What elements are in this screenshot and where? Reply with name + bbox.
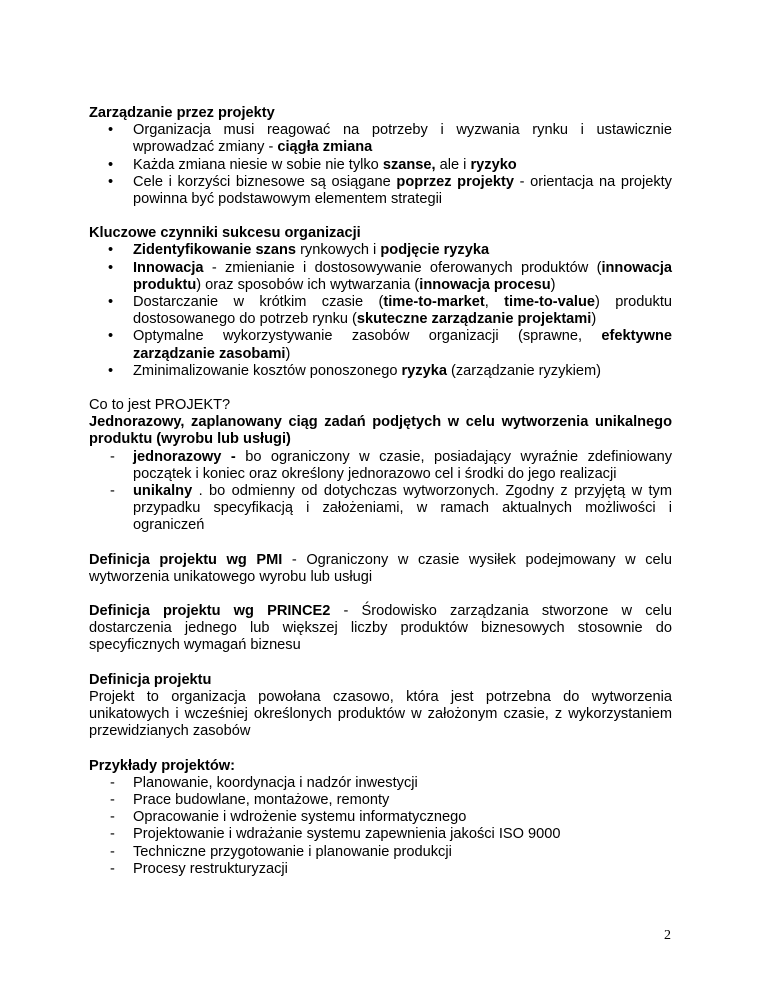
project-definition: Jednorazowy, zaplanowany ciąg zadań podjętych w celu wytworzenia unikalnego produktu (wyrobu lub usługi) — [89, 414, 672, 448]
list-item: • Dostarczanie w krótkim czasie (time-to-market, time-to-value) produktu dostosowanego do potrzeb rynku (skuteczne zarządzanie projektami) — [89, 294, 672, 328]
section-heading: Kluczowe czynniki sukcesu organizacji — [89, 225, 361, 242]
project-definition-text: Projekt to organizacja powołana czasowo, która jest potrzebna do wytworzenia unikatowych i wcześniej określonych produktów w założonym czasie, z wykorzystaniem przewidzianych zasobów — [89, 688, 672, 740]
list-item: • Zminimalizowanie kosztów ponoszonego ryzyka (zarządzanie ryzykiem) — [89, 363, 672, 380]
list-item: - Projektowanie i wdrażanie systemu zapewnienia jakości ISO 9000 — [89, 826, 672, 843]
list-item: - Planowanie, koordynacja i nadzór inwestycji — [89, 775, 672, 792]
bullet-list — [89, 122, 672, 208]
list-item: • Każda zmiana niesie w sobie nie tylko szanse, ale i ryzyko — [89, 157, 672, 174]
list-item: - Prace budowlane, montażowe, remonty — [89, 792, 672, 809]
section-heading: Definicja projektu — [89, 671, 212, 688]
examples-list — [89, 775, 672, 878]
list-item: - jednorazowy - bo ograniczony w czasie, posiadający wyraźnie zdefiniowany początek i koniec oraz określony jednorazowo cel i środki do jego realizacji — [89, 449, 672, 483]
section-heading: Zarządzanie przez projekty — [89, 105, 275, 121]
bullet-list — [89, 242, 672, 380]
page-number: 2 — [664, 928, 671, 943]
list-item: • Zidentyfikowanie szans rynkowych i podjęcie ryzyka — [89, 242, 672, 259]
list-item: • Optymalne wykorzystywanie zasobów organizacji (sprawne, efektywne zarządzanie zasobami) — [89, 328, 672, 362]
pmi-definition: Definicja projektu wg PMI - Ograniczony w czasie wysiłek podejmowany w celu wytworzenia unikatowego wyrobu lub usługi — [89, 551, 672, 585]
list-item: - Opracowanie i wdrożenie systemu informatycznego — [89, 809, 672, 826]
prince2-definition: Definicja projektu wg PRINCE2 - Środowisko zarządzania stworzone w celu dostarczenia jednego lub większej liczby produktów biznesowych stosownie do specyficznych wymagań biznesu — [89, 603, 672, 654]
section-heading: Co to jest PROJEKT? — [89, 397, 231, 414]
list-item: • Cele i korzyści biznesowe są osiągane poprzez projekty - orientacja na projekty powinna być podstawowym elementem strategii — [89, 174, 672, 208]
list-item: - unikalny . bo odmienny od dotychczas wytworzonych. Zgodny z przyjętą w tym przypadku specyfikacją i założeniami, w ramach aktualnych możliwości i ograniczeń — [89, 483, 672, 535]
list-item: - Techniczne przygotowanie i planowanie produkcji — [89, 844, 672, 861]
section-heading: Przykłady projektów: — [89, 757, 235, 774]
list-item: • Innowacja - zmienianie i dostosowywanie oferowanych produktów (innowacja produktu) oraz sposobów ich wytwarzania (innowacja procesu) — [89, 260, 672, 294]
list-item: • Organizacja musi reagować na potrzeby i wyzwania rynku i ustawicznie wprowadzać zmiany - ciągła zmiana — [89, 122, 672, 156]
list-item: - Procesy restrukturyzacji — [89, 861, 672, 878]
document-page — [89, 105, 672, 878]
dash-list — [89, 449, 672, 535]
